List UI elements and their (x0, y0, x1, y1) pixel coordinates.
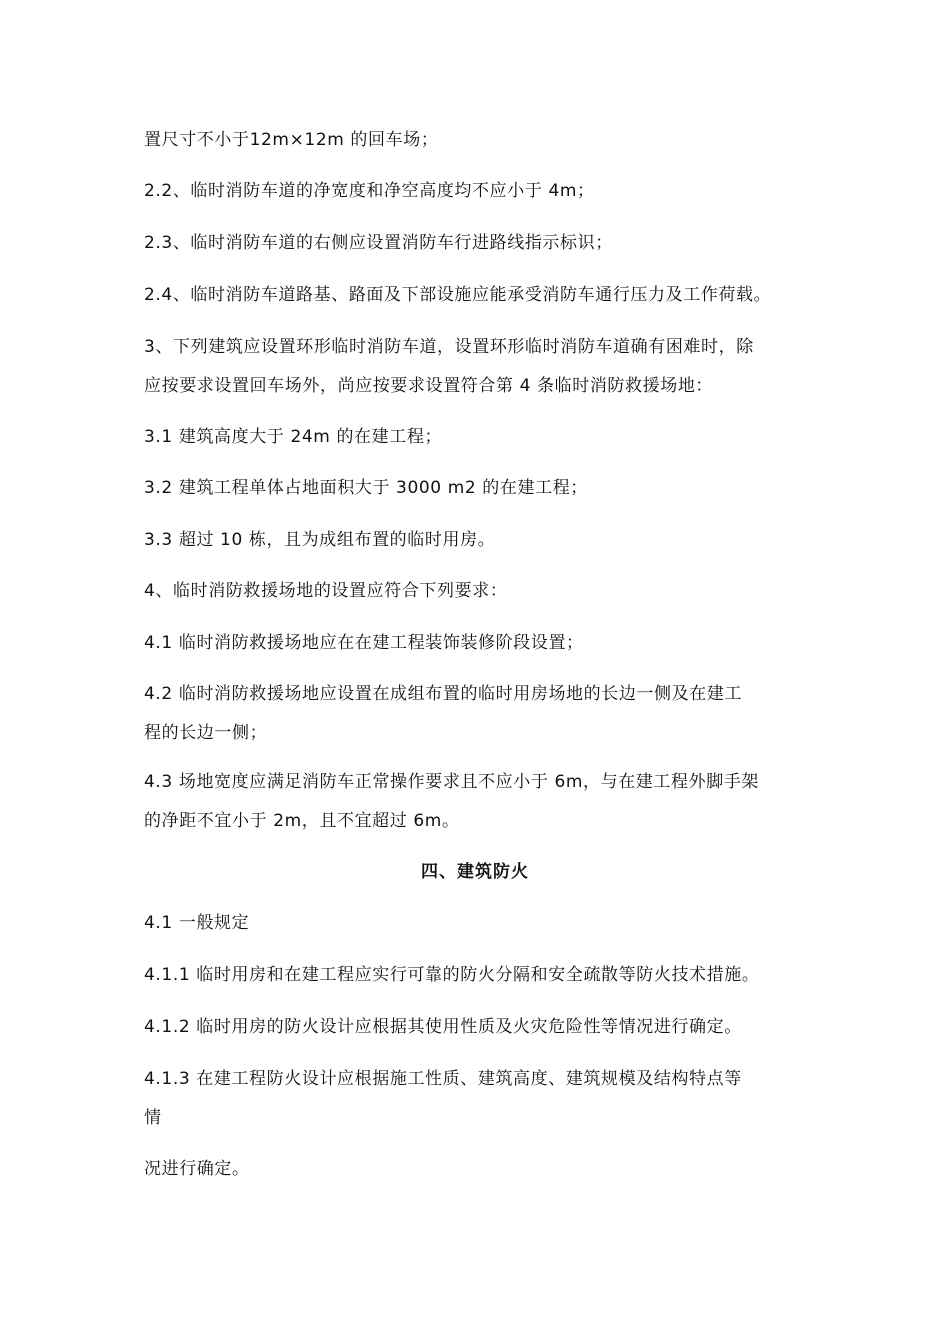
paragraph-line: 4.1.3 在建工程防火设计应根据施工性质、建筑高度、建筑规模及结构特点等 (144, 1069, 742, 1089)
paragraph-line: 4、临时消防救援场地的设置应符合下列要求： (144, 581, 508, 601)
paragraph-line: 2.2、临时消防车道的净宽度和净空高度均不应小于 4m； (144, 181, 595, 201)
paragraph-line: 3.3 超过 10 栋，且为成组布置的临时用房。 (144, 530, 496, 550)
paragraph-line: 的净距不宜小于 2m，且不宜超过 6m。 (144, 811, 460, 831)
paragraph-line: 4.1.1 临时用房和在建工程应实行可靠的防火分隔和安全疏散等防火技术措施。 (144, 965, 760, 985)
paragraph-line: 2.3、临时消防车道的右侧应设置消防车行进路线指示标识； (144, 233, 613, 253)
paragraph-line: 4.1 临时消防救援场地应在在建工程装饰装修阶段设置； (144, 633, 584, 653)
paragraph-line: 置尺寸不小于12m×12m 的回车场； (144, 130, 439, 150)
paragraph-line: 情 (144, 1108, 162, 1128)
section-heading: 四、建筑防火 (421, 862, 529, 882)
paragraph-line: 4.1.2 临时用房的防火设计应根据其使用性质及火灾危险性等情况进行确定。 (144, 1017, 742, 1037)
paragraph-line: 2.4、临时消防车道路基、路面及下部设施应能承受消防车通行压力及工作荷载。 (144, 285, 772, 305)
subsection-title: 4.1 一般规定 (144, 913, 250, 933)
paragraph-line: 应按要求设置回车场外，尚应按要求设置符合第 4 条临时消防救援场地： (144, 376, 714, 396)
paragraph-line: 况进行确定。 (144, 1159, 250, 1179)
paragraph-line: 4.2 临时消防救援场地应设置在成组布置的临时用房场地的长边一侧及在建工 (144, 684, 743, 704)
paragraph-line: 3.2 建筑工程单体占地面积大于 3000 m2 的在建工程； (144, 478, 588, 498)
paragraph-line: 程的长边一侧； (144, 723, 268, 743)
paragraph-line: 4.3 场地宽度应满足消防车正常操作要求且不应小于 6m，与在建工程外脚手架 (144, 772, 760, 792)
paragraph-line: 3、下列建筑应设置环形临时消防车道，设置环形临时消防车道确有困难时，除 (144, 337, 754, 357)
paragraph-line: 3.1 建筑高度大于 24m 的在建工程； (144, 427, 443, 447)
